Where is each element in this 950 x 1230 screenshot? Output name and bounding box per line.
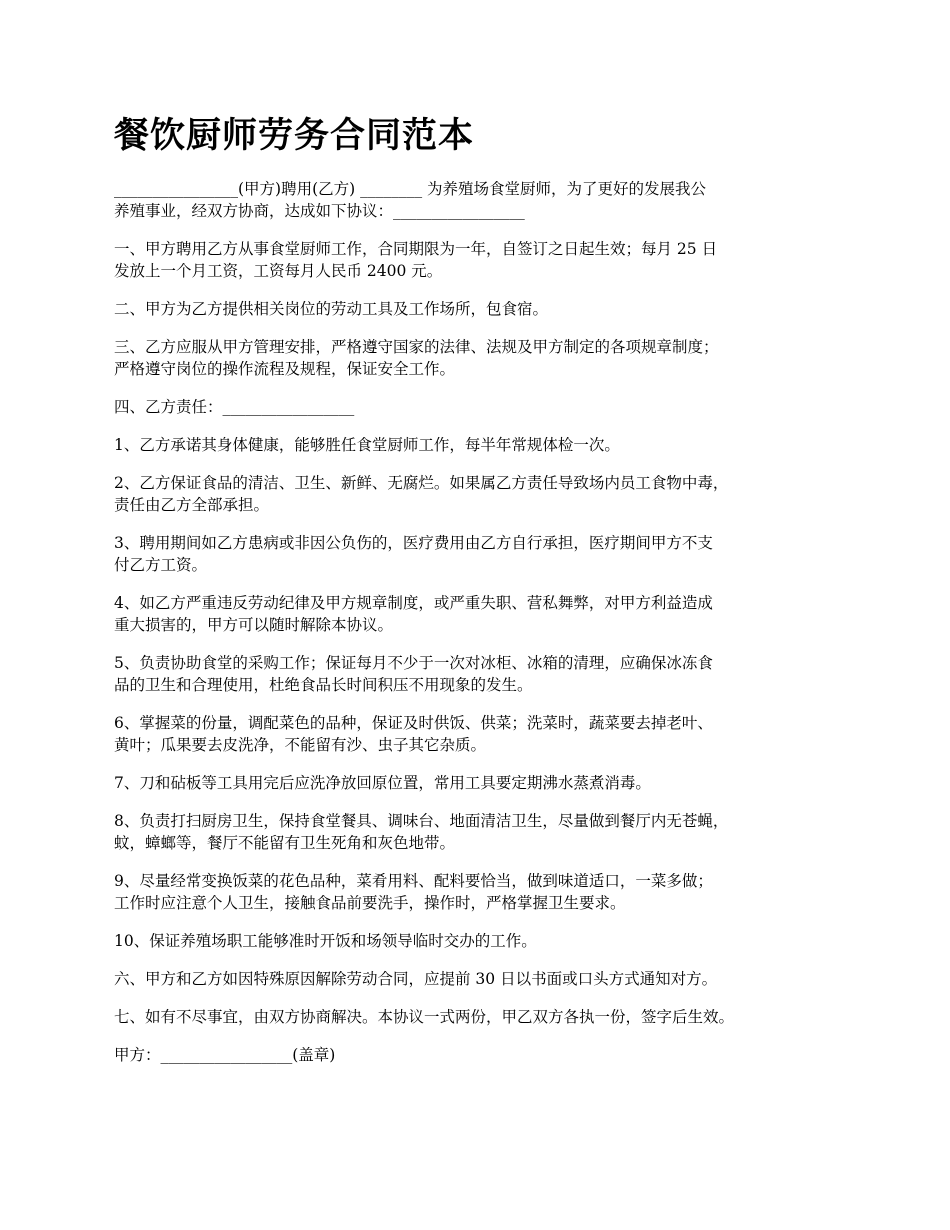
paragraph-clause-6: 六、甲方和乙方如因特殊原因解除劳动合同，应提前 30 日以书面或口头方式通知对方。 bbox=[114, 970, 718, 988]
paragraph-item-7: 7、刀和砧板等工具用完后应洗净放回原位置，常用工具要定期沸水蒸煮消毒。 bbox=[114, 774, 651, 792]
paragraph-clause-3: 三、乙方应服从甲方管理安排，严格遵守国家的法律、法规及甲方制定的各项规章制度； 严格遵守岗位的操作流程及规程，保证安全工作。 bbox=[114, 338, 719, 378]
document-page bbox=[114, 110, 854, 1082]
paragraph-item-8: 8、负责打扫厨房卫生，保持食堂餐具、调味台、地面清洁卫生，尽量做到餐厅内无苍蝇， 蚊，蟑螂等，餐厅不能留有卫生死角和灰色地带。 bbox=[114, 812, 729, 852]
paragraph-item-3: 3、聘用期间如乙方患病或非因公负伤的，医疗费用由乙方自行承担，医疗期间甲方不支 付乙方工资。 bbox=[114, 534, 713, 574]
paragraph-clause-7: 七、如有不尽事宜，由双方协商解决。本协议一式两份，甲乙双方各执一份，签字后生效。 bbox=[114, 1008, 735, 1026]
paragraph-item-2: 2、乙方保证食品的清洁、卫生、新鲜、无腐烂。如果属乙方责任导致场内员工食物中毒， 责任由乙方全部承担。 bbox=[114, 474, 729, 514]
paragraph-clause-1: 一、甲方聘用乙方从事食堂厨师工作，合同期限为一年，自签订之日起生效；每月 25 日 发放上一个月工资，工资每月人民币 2400 元。 bbox=[114, 240, 718, 280]
document-title: 餐饮厨师劳务合同范本 bbox=[114, 115, 475, 156]
paragraph-item-4: 4、如乙方严重违反劳动纪律及甲方规章制度，或严重失职、营私舞弊，对甲方利益造成 重大损害的，甲方可以随时解除本协议。 bbox=[114, 594, 713, 634]
paragraph-clause-2: 二、甲方为乙方提供相关岗位的劳动工具及工作场所，包食宿。 bbox=[114, 300, 549, 318]
paragraph-item-1: 1、乙方承诺其身体健康，能够胜任食堂厨师工作，每半年常规体检一次。 bbox=[114, 436, 620, 454]
paragraph-item-10: 10、保证养殖场职工能够准时开饭和场领导临时交办的工作。 bbox=[114, 932, 537, 950]
paragraph-item-6: 6、掌握菜的份量，调配菜色的品种，保证及时供饭、供菜；洗菜时，蔬菜要去掉老叶、 黄叶；瓜果要去皮洗净，不能留有沙、虫子其它杂质。 bbox=[114, 714, 713, 754]
paragraph-signature-party-a: 甲方：_________________(盖章) bbox=[114, 1046, 336, 1064]
paragraph-preamble: ________________(甲方)聘用(乙方) ________ 为养殖场食堂厨师，为了更好的发展我公 养殖事业，经双方协商，达成如下协议：_________________ bbox=[114, 180, 707, 220]
paragraph-clause-4-heading: 四、乙方责任：_________________ bbox=[114, 398, 355, 416]
paragraph-item-9: 9、尽量经常变换饭菜的花色品种，菜肴用料、配料要恰当，做到味道适口，一菜多做； 工作时应注意个人卫生，接触食品前要洗手，操作时，严格掌握卫生要求。 bbox=[114, 872, 713, 912]
paragraph-item-5: 5、负责协助食堂的采购工作；保证每月不少于一次对冰柜、冰箱的清理，应确保冰冻食 品的卫生和合理使用，杜绝食品长时间积压不用现象的发生。 bbox=[114, 654, 713, 694]
